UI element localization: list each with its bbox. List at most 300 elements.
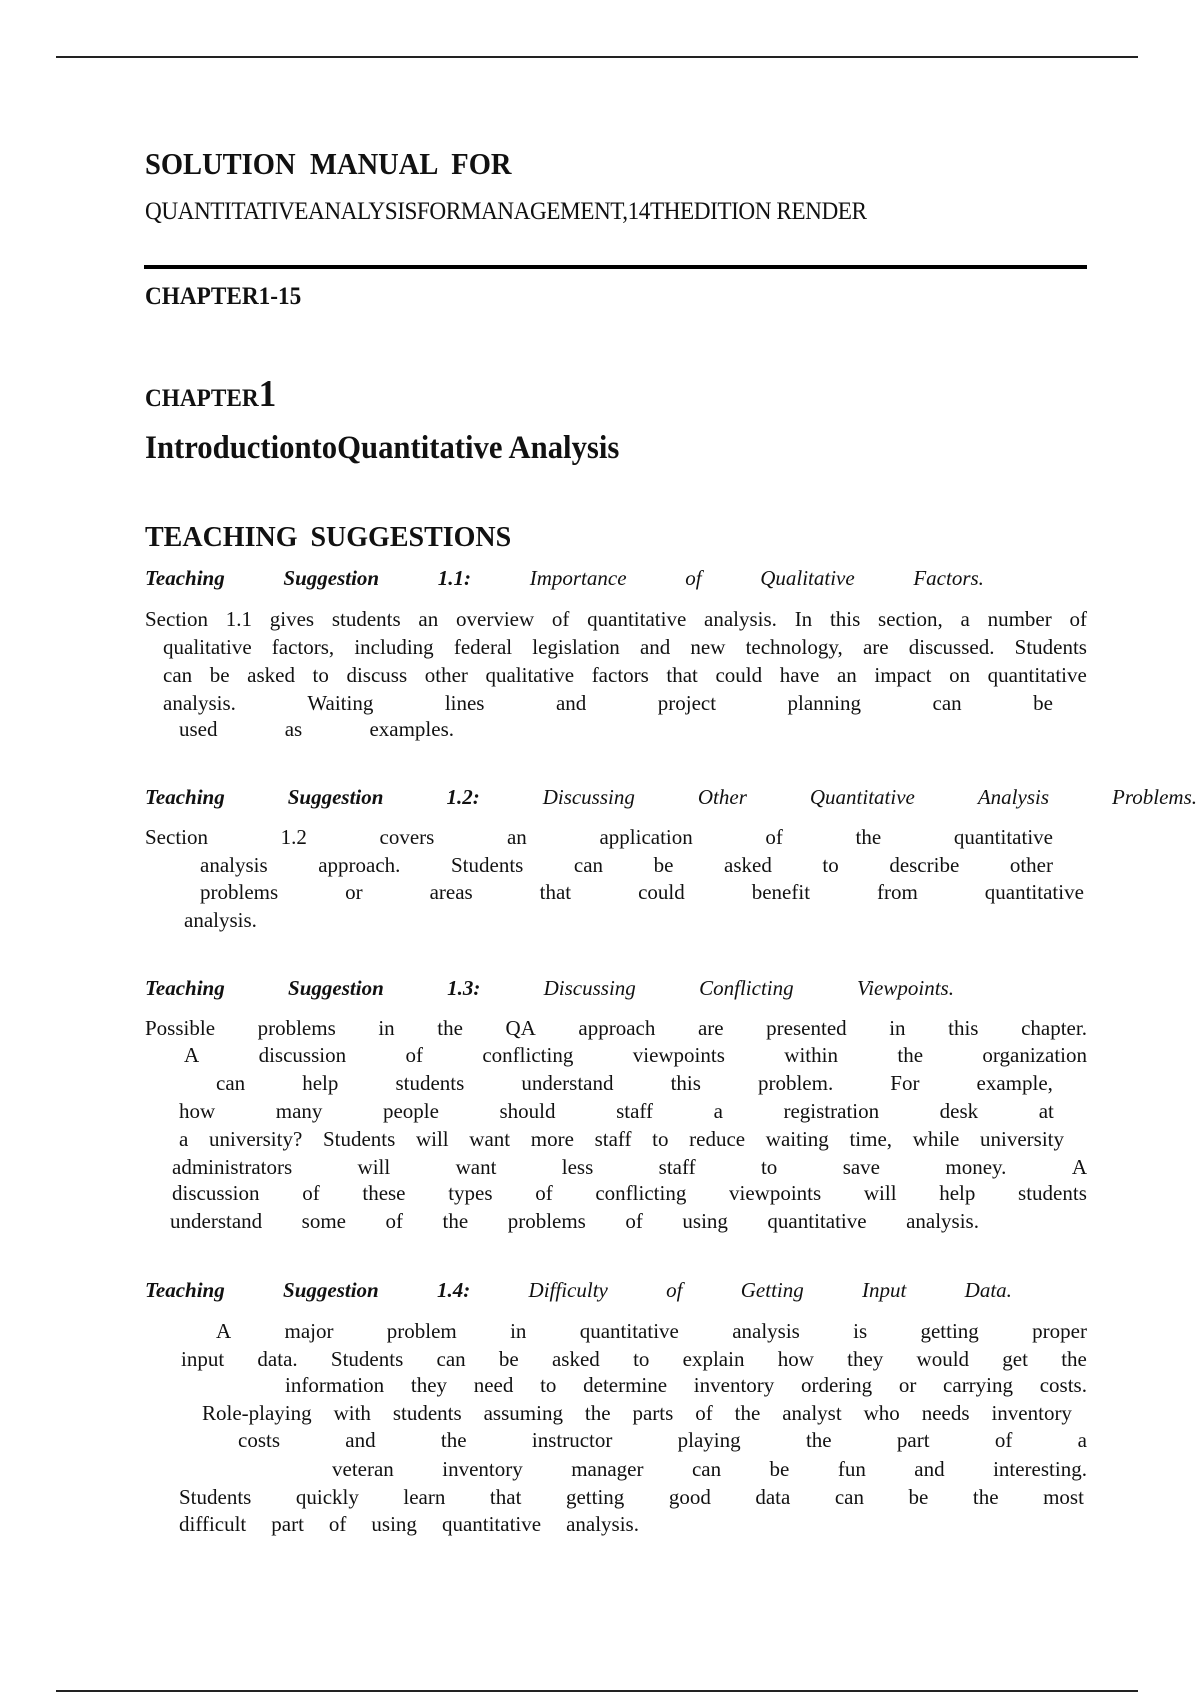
- paragraph-line: [332, 1457, 1087, 1482]
- word: be: [498, 1347, 519, 1371]
- paragraph-line: [172, 1181, 1087, 1206]
- word: and: [345, 1428, 376, 1452]
- word: quantitative: [441, 1512, 542, 1536]
- word: can: [216, 1071, 246, 1095]
- paragraph-line: [200, 880, 1084, 905]
- word: number: [987, 607, 1052, 631]
- word: would: [916, 1347, 970, 1371]
- word: quantitative: [579, 1319, 679, 1343]
- word: example,: [976, 1071, 1053, 1095]
- paragraph-line: [179, 717, 454, 742]
- word: can: [163, 663, 193, 687]
- word: quantitative: [984, 880, 1084, 904]
- word: problems: [257, 1016, 336, 1040]
- word: of: [625, 1209, 643, 1233]
- word: can: [436, 1347, 466, 1371]
- word: difficult: [179, 1512, 247, 1536]
- paragraph-line: [163, 691, 1053, 716]
- word: using: [682, 1209, 728, 1233]
- word: could: [638, 880, 685, 904]
- word: qualitative: [485, 663, 575, 687]
- word: Suggestion: [283, 1278, 379, 1302]
- word: that: [666, 663, 698, 687]
- word: in: [889, 1016, 906, 1040]
- paragraph-line: [238, 1428, 1087, 1453]
- word: approach.: [318, 853, 401, 877]
- word: get: [1002, 1347, 1028, 1371]
- word: quantitative: [587, 607, 687, 631]
- word: how: [777, 1347, 814, 1371]
- document-subtitle: QUANTITATIVEANALYSISFORMANAGEMENT,14THEDITION RENDER: [145, 198, 867, 225]
- chapter-number: 1: [258, 373, 277, 415]
- word: inventory: [693, 1373, 775, 1397]
- word: areas: [429, 880, 473, 904]
- word: of: [1069, 607, 1087, 631]
- suggestion-heading: [145, 785, 1197, 810]
- word: conflicting: [595, 1181, 687, 1205]
- word: section,: [878, 607, 943, 631]
- word: discuss: [346, 663, 408, 687]
- paragraph-line: [202, 1401, 1072, 1426]
- word: reduce: [689, 1127, 746, 1151]
- word: federal: [453, 635, 513, 659]
- word: within: [784, 1043, 838, 1067]
- word: Teaching: [145, 976, 225, 1000]
- document-title: SOLUTION MANUAL FOR: [145, 146, 512, 181]
- word: factors: [591, 663, 649, 687]
- word: conflicting: [482, 1043, 574, 1067]
- paragraph-line: [184, 1043, 1087, 1068]
- word: university: [980, 1127, 1064, 1151]
- word: Factors.: [913, 566, 984, 590]
- word: viewpoints: [729, 1181, 822, 1205]
- word: students: [331, 607, 401, 631]
- word: A: [184, 1043, 200, 1067]
- paragraph-line: [179, 1512, 639, 1537]
- word: parts: [632, 1401, 674, 1425]
- word: input: [181, 1347, 225, 1371]
- word: while: [912, 1127, 960, 1151]
- paragraph-line: [179, 1127, 1064, 1152]
- word: need: [473, 1373, 514, 1397]
- paragraph-line: [216, 1319, 1087, 1344]
- word: qualitative: [163, 635, 252, 659]
- word: technology,: [745, 635, 843, 659]
- word: used: [179, 717, 218, 741]
- word: desk: [939, 1099, 979, 1123]
- word: getting: [565, 1485, 625, 1509]
- word: with: [333, 1401, 371, 1425]
- word: more: [530, 1127, 574, 1151]
- word: Students: [330, 1347, 404, 1371]
- chapter-label: CHAPTER: [145, 385, 259, 412]
- word: other: [1009, 853, 1053, 877]
- word: quantitative: [953, 825, 1053, 849]
- word: to: [652, 1127, 669, 1151]
- word: problems: [200, 880, 279, 904]
- paragraph-line: [216, 1071, 1053, 1096]
- word: analysis.: [906, 1209, 979, 1233]
- word: manager: [571, 1457, 644, 1481]
- word: an: [836, 663, 857, 687]
- paragraph-line: [163, 663, 1087, 688]
- paragraph-line: [170, 1209, 979, 1234]
- word: Students: [322, 1127, 396, 1151]
- paragraph-line: [172, 1155, 1087, 1180]
- word: be: [653, 853, 674, 877]
- word: quantitative: [987, 663, 1087, 687]
- word: a: [713, 1099, 723, 1123]
- word: the: [584, 1401, 611, 1425]
- word: information: [285, 1373, 385, 1397]
- word: could: [715, 663, 763, 687]
- word: Section: [145, 607, 208, 631]
- word: how: [179, 1099, 216, 1123]
- word: application: [599, 825, 693, 849]
- word: who: [863, 1401, 900, 1425]
- word: 1.3:: [447, 976, 481, 1000]
- word: or: [345, 880, 363, 904]
- word: part: [271, 1512, 304, 1536]
- word: new: [690, 635, 726, 659]
- chapter-heading: [145, 372, 276, 416]
- word: chapter.: [1021, 1016, 1087, 1040]
- word: Qualitative: [760, 566, 855, 590]
- word: students: [392, 1401, 462, 1425]
- word: can: [691, 1457, 722, 1481]
- word: Teaching: [145, 566, 225, 590]
- word: this: [670, 1071, 701, 1095]
- word: QA: [505, 1016, 536, 1040]
- paragraph-line: [181, 1347, 1087, 1372]
- word: the: [734, 1401, 761, 1425]
- word: help: [302, 1071, 339, 1095]
- word: the: [805, 1428, 832, 1452]
- word: analysis.: [566, 1512, 639, 1536]
- bottom-rule: [56, 1690, 1138, 1692]
- word: university?: [208, 1127, 303, 1151]
- word: overview: [456, 607, 535, 631]
- word: asked: [551, 1347, 600, 1371]
- word: analysis.: [163, 691, 236, 715]
- word: will: [415, 1127, 449, 1151]
- suggestion-heading: [145, 976, 954, 1001]
- chapter-title: IntroductiontoQuantitative Analysis: [145, 430, 620, 466]
- word: a: [1077, 1428, 1087, 1452]
- paragraph-line: [145, 1016, 1087, 1041]
- word: most: [1043, 1485, 1084, 1509]
- word: an: [506, 825, 527, 849]
- word: viewpoints: [632, 1043, 725, 1067]
- paragraph-line: [145, 607, 1087, 632]
- word: discussion: [172, 1181, 260, 1205]
- word: the: [442, 1209, 469, 1233]
- word: quickly: [295, 1485, 359, 1509]
- word: the: [897, 1043, 924, 1067]
- word: discussed.: [908, 635, 995, 659]
- word: people: [382, 1099, 439, 1123]
- word: money.: [945, 1155, 1007, 1179]
- word: understand: [521, 1071, 614, 1095]
- word: Students: [179, 1485, 252, 1509]
- word: staff: [658, 1155, 696, 1179]
- title-rule: [144, 265, 1087, 269]
- word: administrators: [172, 1155, 293, 1179]
- word: types: [448, 1181, 493, 1205]
- word: the: [972, 1485, 999, 1509]
- word: other: [424, 663, 468, 687]
- word: A: [216, 1319, 232, 1343]
- word: less: [561, 1155, 594, 1179]
- word: students: [395, 1071, 465, 1095]
- word: be: [1033, 691, 1053, 715]
- word: analysis.: [704, 607, 777, 631]
- word: planning: [787, 691, 862, 715]
- word: of: [994, 1428, 1013, 1452]
- word: of: [535, 1181, 553, 1205]
- word: at: [1038, 1099, 1054, 1123]
- word: examples.: [369, 717, 454, 741]
- paragraph-line: [163, 635, 1087, 660]
- word: on: [949, 663, 971, 687]
- suggestion-heading: [145, 566, 984, 591]
- paragraph-line: [179, 1099, 1054, 1124]
- word: factors,: [271, 635, 335, 659]
- word: want: [455, 1155, 497, 1179]
- word: Difficulty: [528, 1278, 608, 1302]
- word: Students: [1014, 635, 1087, 659]
- word: carrying: [943, 1373, 1014, 1397]
- word: Discussing: [542, 785, 635, 809]
- paragraph-line: [200, 853, 1053, 878]
- word: For: [890, 1071, 920, 1095]
- chapter-range: CHAPTER1-15: [145, 283, 302, 310]
- word: part: [896, 1428, 930, 1452]
- word: playing: [677, 1428, 741, 1452]
- word: Suggestion: [287, 785, 384, 809]
- word: save: [842, 1155, 881, 1179]
- word: as: [284, 717, 303, 741]
- word: analysis: [200, 853, 268, 877]
- word: Section: [145, 825, 208, 849]
- word: many: [275, 1099, 323, 1123]
- word: to: [633, 1347, 650, 1371]
- word: of: [302, 1181, 320, 1205]
- word: they: [847, 1347, 884, 1371]
- word: are: [862, 635, 889, 659]
- word: this: [948, 1016, 979, 1040]
- word: the: [437, 1016, 463, 1040]
- word: determine: [583, 1373, 668, 1397]
- word: in: [510, 1319, 527, 1343]
- word: learn: [403, 1485, 446, 1509]
- word: in: [378, 1016, 395, 1040]
- word: presented: [766, 1016, 847, 1040]
- word: staff: [594, 1127, 632, 1151]
- word: Teaching: [145, 785, 225, 809]
- word: approach: [578, 1016, 656, 1040]
- word: Viewpoints.: [856, 976, 954, 1000]
- word: analysis.: [184, 908, 257, 932]
- word: and: [555, 691, 587, 715]
- word: Other: [697, 785, 747, 809]
- word: of: [328, 1512, 347, 1536]
- word: Discussing: [543, 976, 636, 1000]
- word: inventory: [991, 1401, 1072, 1425]
- word: 1.4:: [437, 1278, 471, 1302]
- paragraph-line: [179, 1485, 1084, 1510]
- word: Students: [451, 853, 524, 877]
- word: the: [1061, 1347, 1087, 1371]
- word: the: [440, 1428, 467, 1452]
- word: benefit: [751, 880, 811, 904]
- word: quantitative: [767, 1209, 867, 1233]
- word: can: [932, 691, 962, 715]
- word: In: [794, 607, 813, 631]
- word: be: [769, 1457, 790, 1481]
- word: Possible: [145, 1016, 216, 1040]
- word: costs: [238, 1428, 280, 1452]
- word: problem.: [757, 1071, 834, 1095]
- word: of: [551, 607, 570, 631]
- word: and: [914, 1457, 945, 1481]
- word: want: [469, 1127, 511, 1151]
- word: should: [499, 1099, 556, 1123]
- word: be: [209, 663, 230, 687]
- word: Teaching: [145, 1278, 225, 1302]
- word: organization: [982, 1043, 1087, 1067]
- word: of: [385, 1209, 404, 1233]
- word: data: [755, 1485, 791, 1509]
- word: 1.2:: [446, 785, 480, 809]
- word: using: [371, 1512, 417, 1536]
- word: analysis: [732, 1319, 800, 1343]
- suggestion-heading: [145, 1278, 1012, 1303]
- paragraph-line: [184, 908, 257, 933]
- word: help: [939, 1181, 976, 1205]
- word: to: [760, 1155, 778, 1179]
- word: is: [853, 1319, 868, 1343]
- word: explain: [682, 1347, 745, 1371]
- word: of: [666, 1278, 683, 1302]
- word: Input: [862, 1278, 907, 1302]
- word: A: [1071, 1155, 1087, 1179]
- word: veteran: [332, 1457, 394, 1481]
- word: of: [765, 825, 783, 849]
- word: some: [301, 1209, 346, 1233]
- word: asked: [247, 663, 295, 687]
- word: interesting.: [993, 1457, 1087, 1481]
- word: Suggestion: [283, 566, 380, 590]
- word: Waiting: [307, 691, 374, 715]
- word: gives: [269, 607, 315, 631]
- word: asked: [724, 853, 772, 877]
- word: problems: [507, 1209, 586, 1233]
- word: Suggestion: [288, 976, 384, 1000]
- word: or: [898, 1373, 917, 1397]
- word: needs: [921, 1401, 970, 1425]
- word: Importance: [529, 566, 627, 590]
- word: describe: [889, 853, 960, 877]
- word: they: [410, 1373, 448, 1397]
- word: Data.: [964, 1278, 1012, 1302]
- word: registration: [783, 1099, 880, 1123]
- word: proper: [1032, 1319, 1087, 1343]
- word: can: [834, 1485, 865, 1509]
- word: problem: [386, 1319, 457, 1343]
- word: a: [960, 607, 970, 631]
- word: understand: [170, 1209, 263, 1233]
- word: Role-playing: [202, 1401, 312, 1425]
- word: assuming: [483, 1401, 563, 1425]
- word: Quantitative: [809, 785, 915, 809]
- word: from: [876, 880, 918, 904]
- word: lines: [444, 691, 485, 715]
- paragraph-line: [145, 825, 1053, 850]
- word: data.: [257, 1347, 298, 1371]
- word: major: [284, 1319, 334, 1343]
- word: to: [822, 853, 839, 877]
- word: be: [908, 1485, 929, 1509]
- word: covers: [379, 825, 435, 849]
- word: analyst: [782, 1401, 842, 1425]
- word: fun: [837, 1457, 866, 1481]
- word: that: [489, 1485, 522, 1509]
- word: of: [695, 1401, 713, 1425]
- word: are: [697, 1016, 724, 1040]
- word: will: [357, 1155, 391, 1179]
- word: these: [362, 1181, 406, 1205]
- word: of: [685, 566, 702, 590]
- word: 1.1:: [437, 566, 472, 590]
- word: Getting: [740, 1278, 804, 1302]
- section-title: TEACHING SUGGESTIONS: [145, 522, 512, 553]
- word: good: [668, 1485, 711, 1509]
- top-rule: [56, 56, 1138, 58]
- word: waiting: [765, 1127, 829, 1151]
- word: legislation: [532, 635, 620, 659]
- word: that: [539, 880, 572, 904]
- word: and: [639, 635, 671, 659]
- word: will: [863, 1181, 897, 1205]
- word: including: [354, 635, 434, 659]
- word: getting: [920, 1319, 979, 1343]
- word: a: [179, 1127, 189, 1151]
- word: students: [1018, 1181, 1087, 1205]
- word: an: [418, 607, 439, 631]
- word: discussion: [258, 1043, 347, 1067]
- word: time,: [849, 1127, 893, 1151]
- word: instructor: [531, 1428, 613, 1452]
- word: the: [855, 825, 882, 849]
- word: 1.2: [280, 825, 307, 849]
- word: this: [829, 607, 861, 631]
- word: of: [405, 1043, 423, 1067]
- word: inventory: [442, 1457, 523, 1481]
- word: Analysis: [977, 785, 1050, 809]
- word: have: [779, 663, 820, 687]
- word: project: [657, 691, 717, 715]
- word: staff: [616, 1099, 654, 1123]
- word: Problems.: [1112, 785, 1197, 809]
- word: ordering: [800, 1373, 873, 1397]
- word: impact: [874, 663, 932, 687]
- word: to: [540, 1373, 557, 1397]
- word: costs.: [1039, 1373, 1087, 1397]
- word: to: [312, 663, 329, 687]
- word: Conflicting: [699, 976, 794, 1000]
- word: can: [573, 853, 604, 877]
